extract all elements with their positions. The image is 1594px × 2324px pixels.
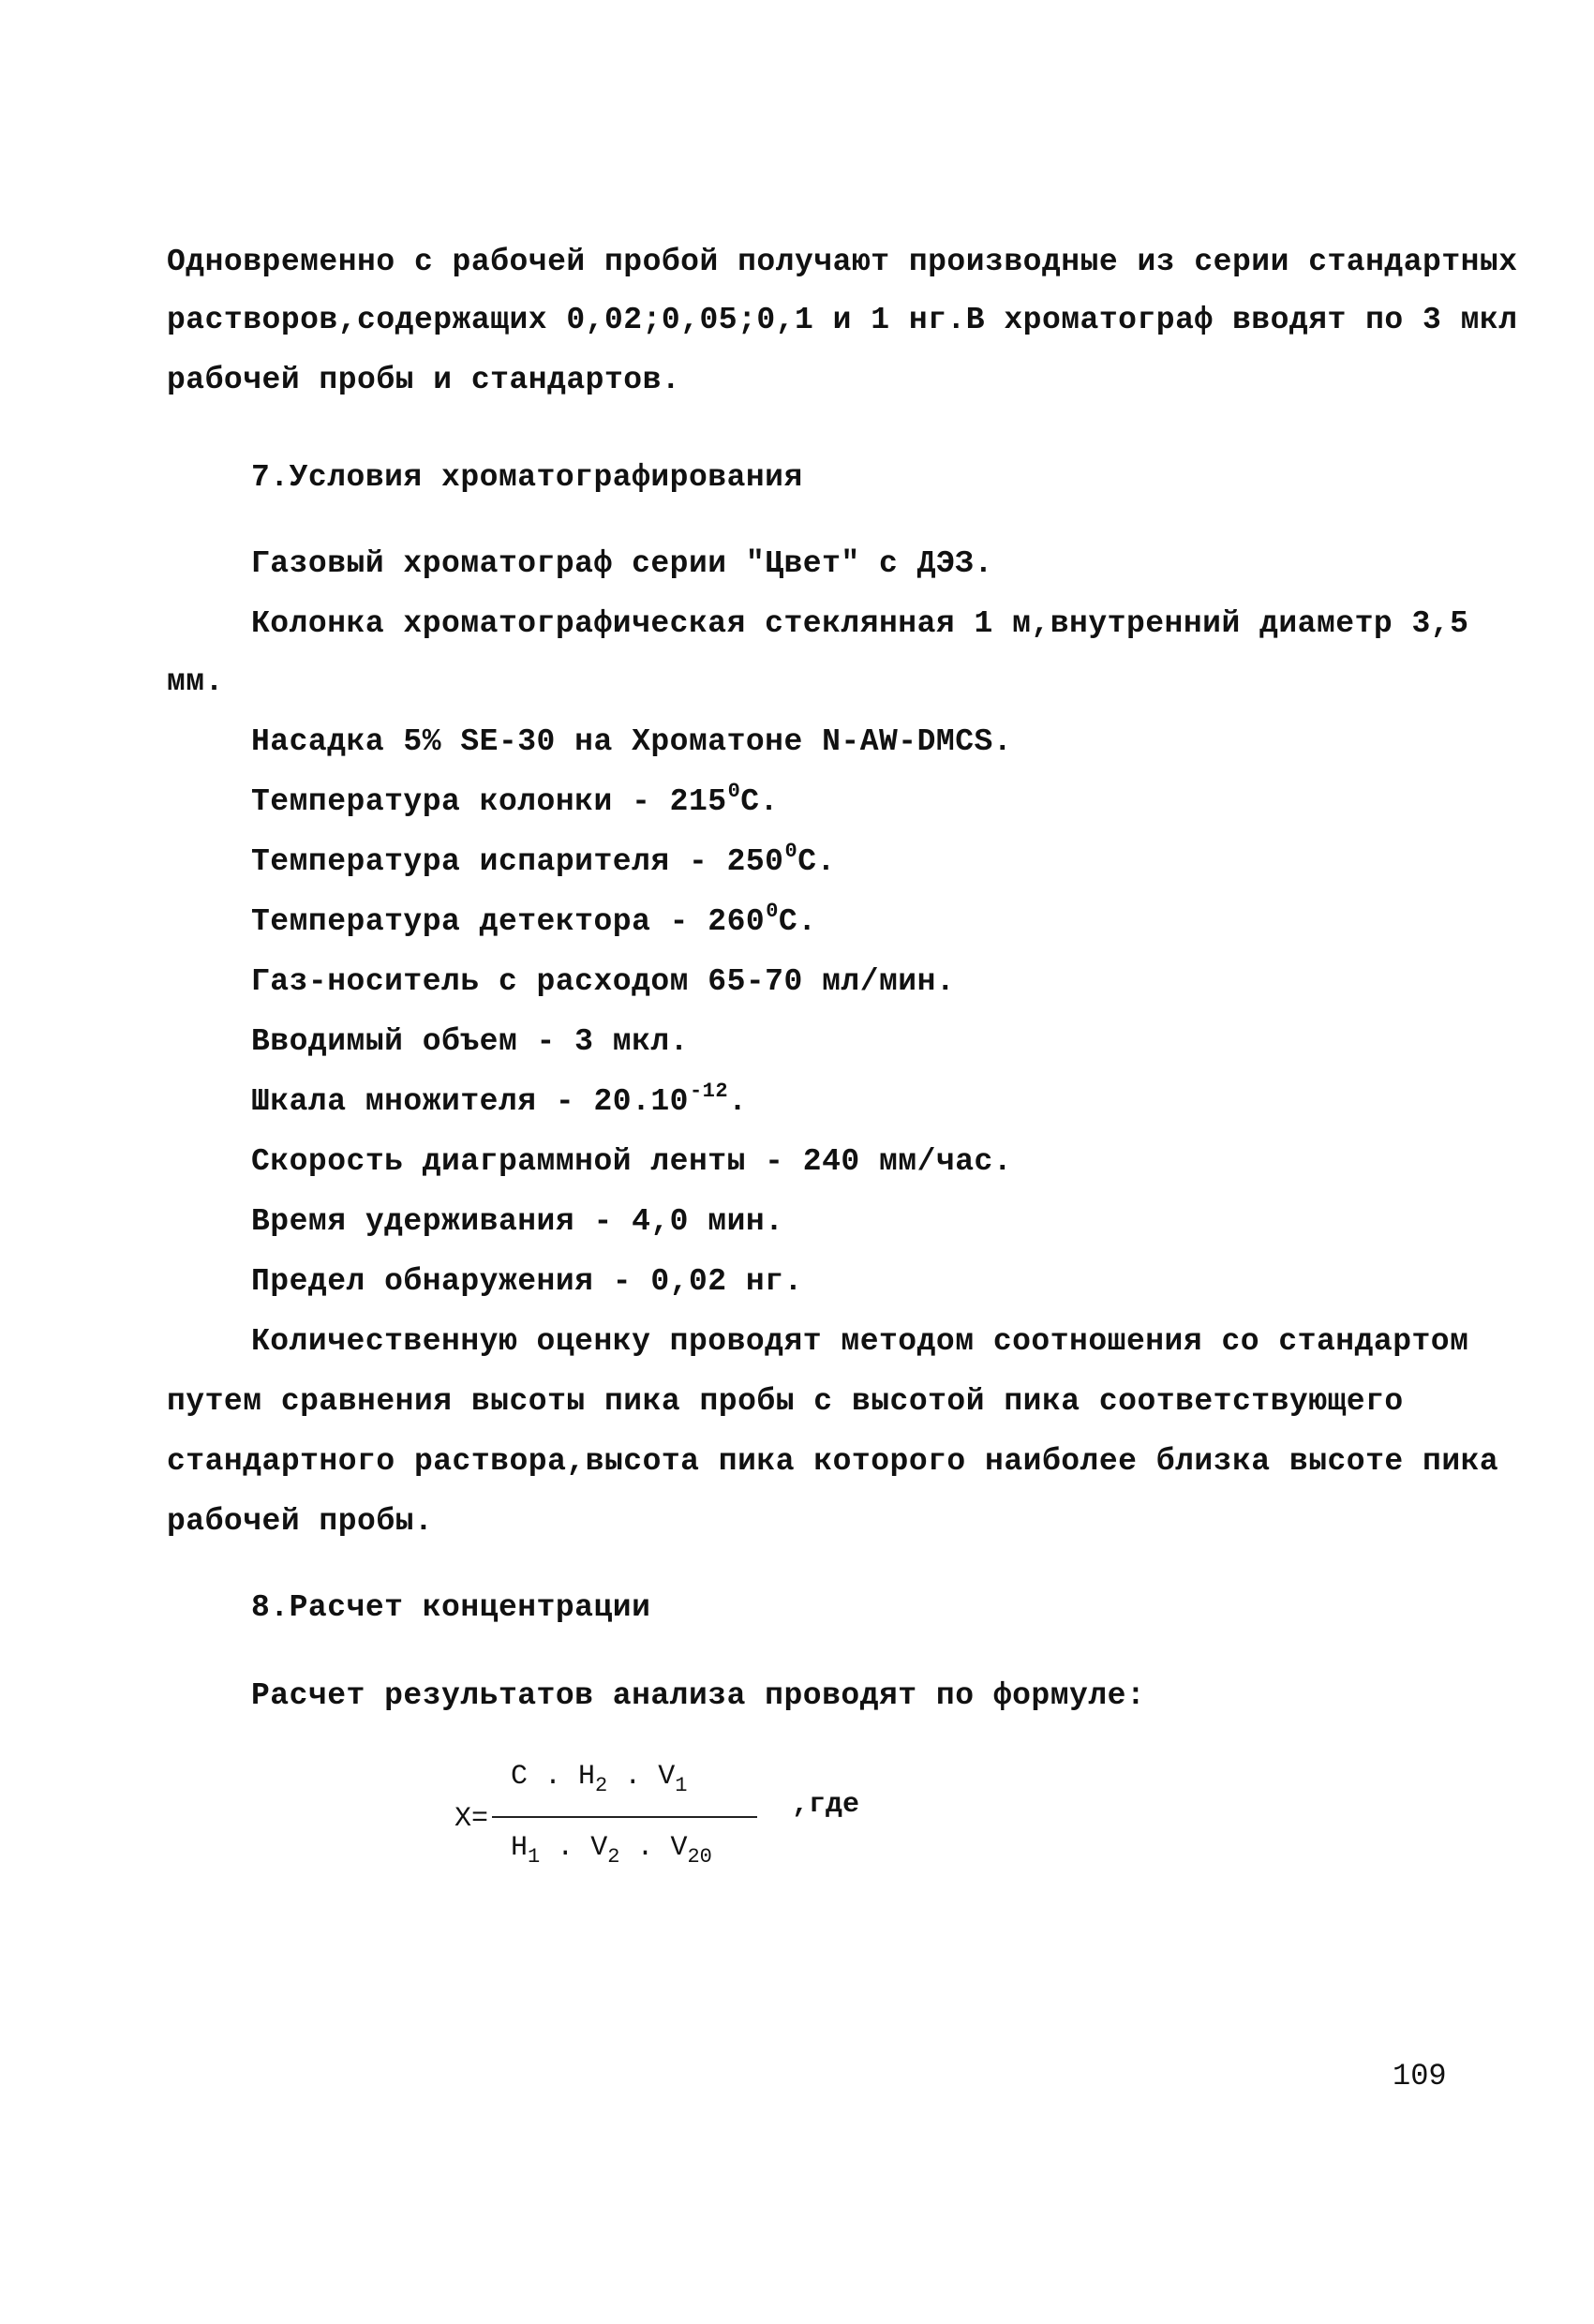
formula-den-h-sub: 1 — [528, 1845, 541, 1869]
formula-lhs: X= — [454, 1803, 489, 1835]
detector-temp-degree: 0 — [766, 900, 779, 923]
formula-num-h-sub: 2 — [595, 1774, 608, 1797]
multiplier-scale-exponent: -12 — [689, 1080, 729, 1103]
detector-temp-unit: С. — [778, 904, 817, 939]
formula-den-dot1: . — [540, 1832, 591, 1864]
column-line1: Колонка хроматографическая стеклянная 1 м,внутренний диаметр 3,5 — [251, 606, 1469, 641]
column-temp-line — [251, 780, 779, 824]
section8-heading: 8.Расчет концентрации — [251, 1590, 651, 1625]
page-number: 109 — [1393, 2059, 1447, 2093]
paragraph1-line3: рабочей пробы и стандартов. — [167, 363, 681, 397]
formula-num-h: H — [578, 1761, 596, 1793]
multiplier-scale-text: Шкала множителя - 20.10 — [251, 1084, 689, 1119]
fraction-bar — [492, 1816, 757, 1818]
chromatograph-line: Газовый хроматограф серии "Цвет" с ДЭЗ. — [251, 546, 993, 581]
formula-num-v: V — [658, 1761, 676, 1793]
formula-den-v2: V — [670, 1832, 688, 1864]
multiplier-scale-line — [251, 1080, 748, 1124]
formula-den-v: V — [590, 1832, 608, 1864]
evaporator-temp-line — [251, 840, 836, 884]
concentration-formula — [454, 1741, 942, 1882]
formula-where: ,где — [792, 1789, 860, 1821]
evaporator-temp-degree: 0 — [784, 840, 798, 863]
formula-den-v-sub: 2 — [607, 1845, 620, 1869]
quant-line2: путем сравнения высоты пика пробы с высотой пика соответствующего — [167, 1384, 1404, 1419]
column-temp-text: Температура колонки - 215 — [251, 784, 727, 819]
quant-line4: рабочей пробы. — [167, 1504, 434, 1539]
quant-line3: стандартного раствора,высота пика которого наиболее близка высоте пика — [167, 1444, 1499, 1479]
formula-num-c: C — [511, 1761, 529, 1793]
evaporator-temp-unit: С. — [797, 844, 836, 879]
formula-num-dot2: . — [607, 1761, 659, 1793]
detection-limit-line: Предел обнаружения - 0,02 нг. — [251, 1264, 803, 1299]
formula-den-v2-sub: 20 — [687, 1845, 712, 1869]
quant-line1: Количественную оценку проводят методом соотношения со стандартом — [251, 1324, 1469, 1359]
carrier-gas-line: Газ-носитель с расходом 65-70 мл/мин. — [251, 964, 956, 999]
detector-temp-text: Температура детектора - 260 — [251, 904, 766, 939]
formula-den-dot2: . — [619, 1832, 671, 1864]
evaporator-temp-text: Температура испарителя - 250 — [251, 844, 784, 879]
formula-den-h: H — [511, 1832, 529, 1864]
paragraph1-line2: растворов,содержащих 0,02;0,05;0,1 и 1 нг.В хроматограф вводят по 3 мкл — [167, 303, 1518, 337]
column-line2: мм. — [167, 664, 224, 699]
detector-temp-line — [251, 900, 817, 944]
multiplier-scale-tail: . — [728, 1084, 748, 1119]
formula-denominator — [511, 1831, 712, 1867]
injected-volume-line: Вводимый объем - 3 мкл. — [251, 1024, 689, 1059]
section7-heading: 7.Условия хроматографирования — [251, 460, 803, 495]
formula-num-dot1: . — [528, 1761, 579, 1793]
formula-numerator — [511, 1760, 687, 1795]
packing-line: Насадка 5% SE-30 на Хроматоне N-AW-DMCS. — [251, 724, 1013, 759]
column-temp-degree: 0 — [727, 780, 741, 803]
section8-intro: Расчет результатов анализа проводят по формуле: — [251, 1678, 1146, 1713]
paragraph1-line1: Одновременно с рабочей пробой получают производные из серии стандартных — [167, 245, 1518, 279]
formula-num-v-sub: 1 — [675, 1774, 688, 1797]
retention-time-line: Время удерживания - 4,0 мин. — [251, 1204, 784, 1239]
chart-speed-line: Скорость диаграммной ленты - 240 мм/час. — [251, 1144, 1013, 1179]
column-temp-unit: С. — [740, 784, 779, 819]
